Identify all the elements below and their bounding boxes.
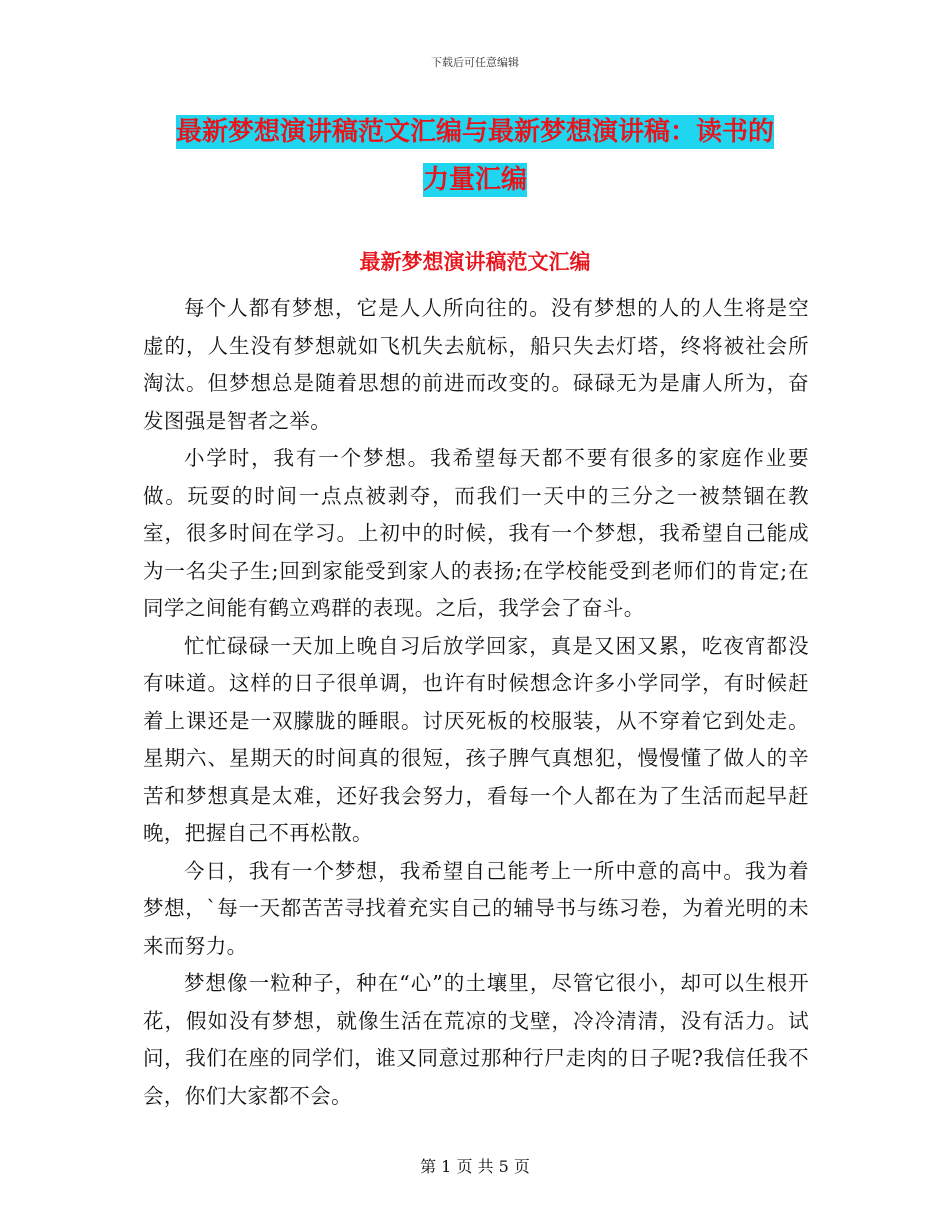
- paragraph: 每个人都有梦想，它是人人所向往的。没有梦想的人的人生将是空虚的，人生没有梦想就如飞机失去航标，船只失去灯塔，终将被社会所淘汰。但梦想总是随着思想的前进而改变的。碌碌无为是庸人所为，奋发图强是智者之举。: [143, 296, 809, 433]
- paragraph: 今日，我有一个梦想，我希望自己能考上一所中意的高中。我为着梦想，`每一天都苦苦寻找着充实自己的辅导书与练习卷，为着光明的未来而努力。: [143, 858, 809, 958]
- paragraph: 小学时，我有一个梦想。我希望每天都不要有很多的家庭作业要做。玩耍的时间一点点被剥夺，而我们一天中的三分之一被禁锢在教室，很多时间在学习。上初中的时候，我有一个梦想，我希望自己能成为一名尖子生;回到家能受到家人的表扬;在学校能受到老师们的肯定;在同学之间能有鹤立鸡群的表现。之后，我学会了奋斗。: [143, 446, 809, 620]
- section-title: 最新梦想演讲稿范文汇编: [359, 250, 591, 274]
- body-text: [143, 290, 809, 1115]
- paragraph: 忙忙碌碌一天加上晚自习后放学回家，真是又困又累，吃夜宵都没有味道。这样的日子很单调，也许有时候想念许多小学同学，有时候赶着上课还是一双朦胧的睡眼。讨厌死板的校服装，从不穿着它到处走。星期六、星期天的时间真的很短，孩子脾气真想犯，慢慢懂了做人的辛苦和梦想真是太难，还好我会努力，看每一个人都在为了生活而起早赶晚，把握自己不再松散。: [143, 633, 809, 845]
- main-title-line-2: 力量汇编: [422, 165, 527, 195]
- main-title-line-1: 最新梦想演讲稿范文汇编与最新梦想演讲稿：读书的: [175, 117, 774, 147]
- main-title: [145, 108, 805, 204]
- page-number-footer: 第 1 页 共 5 页: [420, 1157, 530, 1176]
- header-note: 下载后可任意编辑: [431, 56, 519, 69]
- paragraph: 梦想像一粒种子，种在“心”的土壤里，尽管它很小，却可以生根开花，假如没有梦想，就像生活在荒凉的戈壁，冷冷清清，没有活力。试问，我们在座的同学们，谁又同意过那种行尸走肉的日子呢?我信任我不会，你们大家都不会。: [143, 971, 809, 1108]
